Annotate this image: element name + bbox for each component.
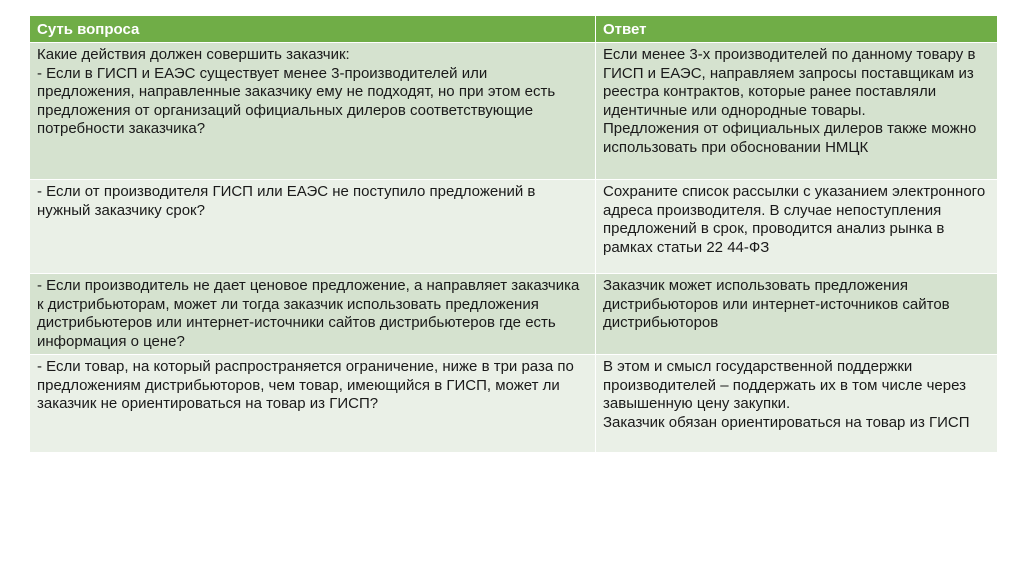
answer-cell: В этом и смысл государственной поддержки производителей – поддержать их в том числе через завышенную цену закупки. Заказчик обязан ориентироваться на товар из ГИСП <box>596 355 998 453</box>
answer-cell: Заказчик может использовать предложения дистрибьюторов или интернет-источников сайтов дистрибьюторов <box>596 274 998 355</box>
table-row <box>30 355 998 453</box>
question-cell: - Если производитель не дает ценовое предложение, а направляет заказчика к дистрибьюторам, может ли тогда заказчик использовать предложения дистрибьютеров или интернет-источники сайтов дистрибьютеров где есть информация о цене? <box>30 274 596 355</box>
table-row <box>30 274 998 355</box>
header-answer: Ответ <box>596 16 998 43</box>
question-cell: - Если товар, на который распространяется ограничение, ниже в три раза по предложениям дистрибьюторов, чем товар, имеющийся в ГИСП, может ли заказчик не ориентироваться на товар из ГИСП? <box>30 355 596 453</box>
header-question: Суть вопроса <box>30 16 596 43</box>
table-row <box>30 180 998 274</box>
question-cell: - Если от производителя ГИСП или ЕАЭС не поступило предложений в нужный заказчику срок? <box>30 180 596 274</box>
header-row <box>30 16 998 43</box>
table-row <box>30 43 998 180</box>
answer-cell: Сохраните список рассылки с указанием электронного адреса производителя. В случае непоступления предложений в срок, проводится анализ рынка в рамках статьи 22 44-ФЗ <box>596 180 998 274</box>
answer-cell: Если менее 3-х производителей по данному товару в ГИСП и ЕАЭС, направляем запросы поставщикам из реестра контрактов, которые ранее поставляли идентичные или однородные товары. Предложения от официальных дилеров также можно использовать при обосновании НМЦК <box>596 43 998 180</box>
question-cell: Какие действия должен совершить заказчик: - Если в ГИСП и ЕАЭС существует менее 3-производителей или предложения, направленные заказчику ему не подходят, но при этом есть предложения от организаций официальных дилеров соответствующие потребности заказчика? <box>30 43 596 180</box>
qa-table <box>29 15 998 453</box>
